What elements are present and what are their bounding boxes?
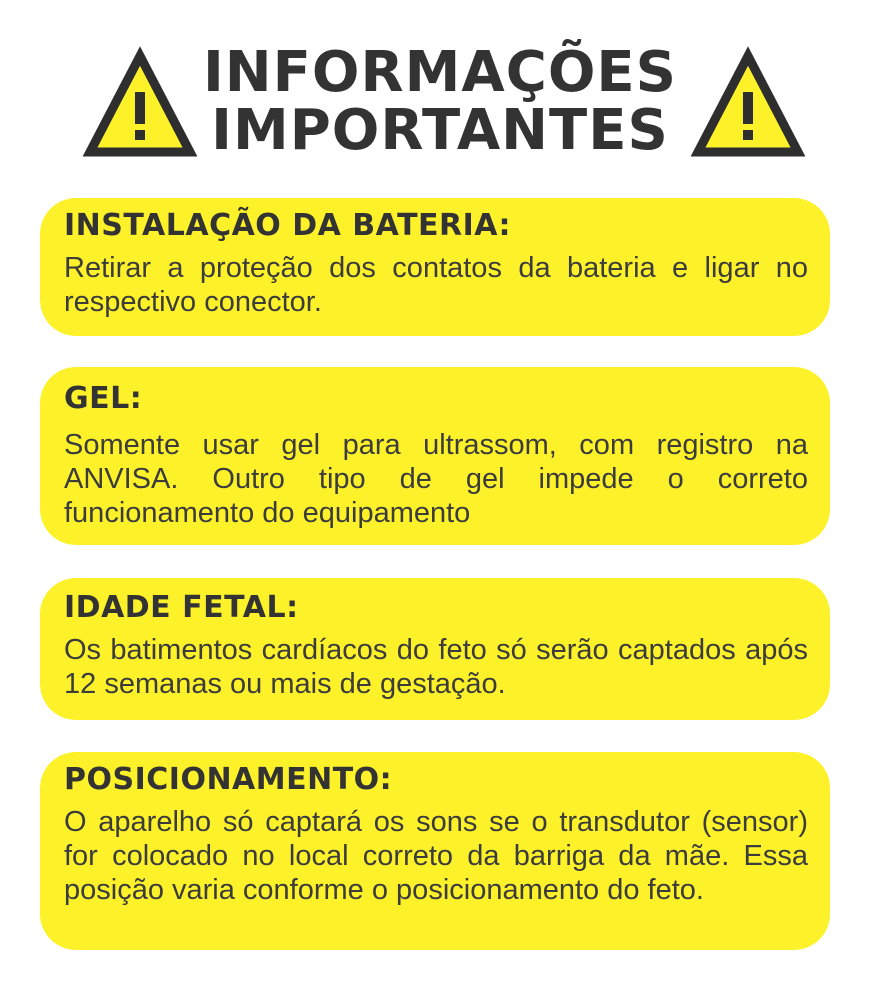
card-title: INSTALAÇÃO DA BATERIA: — [64, 208, 512, 243]
card-title: GEL: — [64, 381, 143, 416]
warning-triangle-icon — [82, 46, 198, 162]
card-text: Retirar a proteção dos contatos da bateria e ligar no respectivo conector. — [64, 252, 808, 318]
card-title: POSICIONAMENTO: — [64, 762, 393, 797]
info-card-positioning — [40, 752, 830, 950]
card-title: IDADE FETAL: — [64, 590, 299, 625]
page-title-line2: IMPORTANTES — [211, 98, 669, 163]
card-text: Os batimentos cardíacos do feto só serão captados após 12 semanas ou mais de gestação. — [64, 634, 808, 700]
info-card-fetal-age — [40, 578, 830, 720]
warning-triangle-icon — [690, 46, 806, 162]
info-card-gel — [40, 367, 830, 545]
page-title — [200, 40, 680, 163]
card-text: Somente usar gel para ultrassom, com registro na ANVISA. Outro tipo de gel impede o correto funcionamento do equipamento — [64, 429, 808, 529]
header — [0, 40, 869, 180]
info-card-battery — [40, 198, 830, 336]
card-text: O aparelho só captará os sons se o transdutor (sensor) for colocado no local correto da barriga da mãe. Essa posição varia conforme o posicionamento do feto. — [64, 806, 808, 906]
page-title-line1: INFORMAÇÕES — [202, 40, 678, 105]
